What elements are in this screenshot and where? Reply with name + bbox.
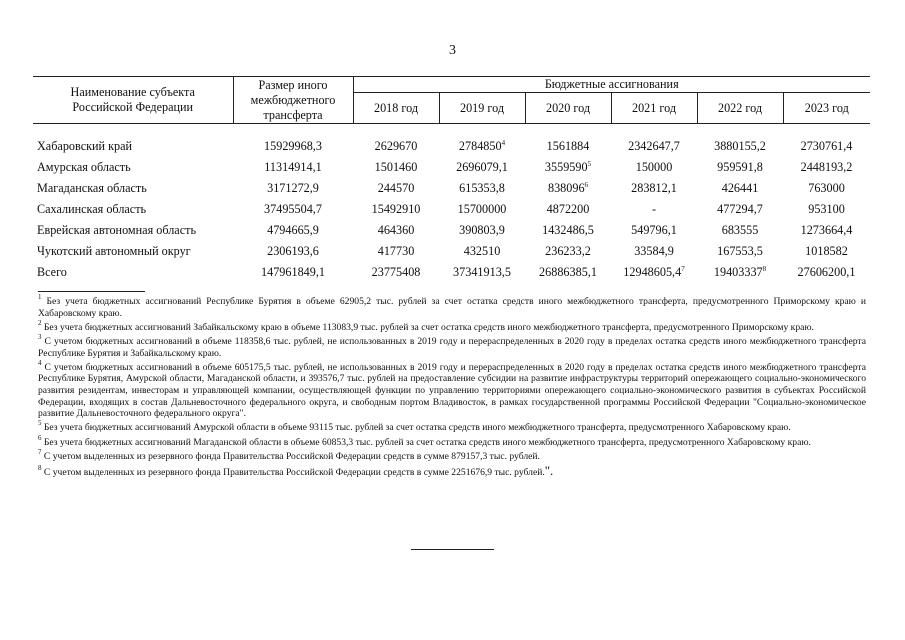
- table-row: [33, 136, 870, 157]
- footnote-text: С учетом выделенных из резервного фонда Правительства Российской Федерации средств в сумме 2251676,9 тыс. рублей.: [41, 466, 545, 478]
- allocation-cell: [353, 241, 439, 262]
- header-subject: Наименование субъекта Российской Федерации: [33, 77, 233, 124]
- allocation-value: 3559590: [544, 160, 588, 174]
- transfer-size-value: 4794665,9: [267, 223, 319, 237]
- table-row: [33, 262, 870, 283]
- allocation-cell: [697, 220, 783, 241]
- allocation-value: 1018582: [805, 244, 848, 258]
- allocation-cell: [611, 136, 697, 157]
- page-number: 3: [449, 43, 456, 58]
- table-body: [33, 124, 870, 284]
- allocation-value: 763000: [808, 181, 845, 195]
- allocation-value: 426441: [721, 181, 759, 195]
- allocation-value: 1432486,5: [542, 223, 594, 237]
- allocation-value: 150000: [635, 160, 673, 174]
- allocation-value: 959591,8: [717, 160, 763, 174]
- allocation-cell: [697, 199, 783, 220]
- page-end-rule: [411, 549, 494, 550]
- footnote: [38, 318, 866, 334]
- allocation-cell: [783, 262, 870, 283]
- footnote-mark: 2: [38, 318, 42, 327]
- allocation-value: 33584,9: [634, 244, 674, 258]
- allocation-cell: [439, 157, 525, 178]
- allocation-value: 167553,5: [717, 244, 763, 258]
- allocation-cell: [611, 241, 697, 262]
- allocation-value: 19403337: [713, 265, 763, 279]
- allocation-cell: [611, 262, 697, 283]
- allocation-cell: [353, 136, 439, 157]
- allocation-value: 2342647,7: [628, 139, 680, 153]
- allocation-cell: [439, 178, 525, 199]
- transfer-size-value: 11314914,1: [264, 160, 322, 174]
- footnote: [38, 447, 866, 463]
- header-year: 2018 год: [353, 93, 439, 124]
- allocation-value: 236233,2: [545, 244, 591, 258]
- allocation-value: 2629670: [374, 139, 418, 153]
- allocation-value: 37341913,5: [453, 265, 511, 279]
- header-year: 2022 год: [697, 93, 783, 124]
- footnote-ref: 8: [762, 265, 767, 273]
- allocation-cell: [611, 220, 697, 241]
- allocation-cell: [439, 241, 525, 262]
- footnote-text: С учетом бюджетных ассигнований в объеме 118358,6 тыс. рублей, не использованных в 2019 году и перераспределенных в 2020 году в пределах остатка средств иного межбюджетного трансферта Республике Бурятия и Забайкальскому краю.: [38, 335, 866, 359]
- allocation-value: 838096: [547, 181, 585, 195]
- allocation-cell: [611, 178, 697, 199]
- footnote: [38, 332, 866, 359]
- footnote-text: Без учета бюджетных ассигнований Забайкальскому краю в объеме 113083,9 тыс. рублей за счет остатка средств иного межбюджетного трансферта, предусмотренного Приморскому краю.: [41, 321, 814, 333]
- allocation-cell: [353, 199, 439, 220]
- footnote-ref: 5: [587, 160, 592, 168]
- allocation-cell: [525, 199, 611, 220]
- allocation-value: 3880155,2: [714, 139, 766, 153]
- footnote-text: С учетом бюджетных ассигнований в объеме 605175,5 тыс. рублей, не использованных в 2019 году и перераспределенных в 2020 году в пределах остатка средств иного межбюджетного трансферта Республике Бурятия, Амурской области, Магаданской области, и 393576,7 тыс. рублей на предоставление субсидии на развитие инфраструктуры территорий опережающего социально-экономического развития резидентам, инвесторам и управляющей компании, осуществляющей функции по управлению территориями опережающего социально-экономического развития в субъектах Российской Федерации, входящих в состав Дальневосточного федерального округа, и свободным портом Владивосток, в рамках государственной программы Российской Федерации "Социально-экономическое развитие Дальневосточного федерального округа".: [38, 361, 866, 420]
- allocation-value: 477294,7: [717, 202, 763, 216]
- allocation-cell: [525, 262, 611, 283]
- budget-table: [33, 76, 870, 283]
- allocation-cell: [439, 199, 525, 220]
- allocation-value: 15492910: [371, 202, 421, 216]
- allocation-value: 26886385,1: [539, 265, 597, 279]
- allocation-cell: [697, 136, 783, 157]
- footnote-mark: 8: [38, 463, 42, 472]
- footnote-mark: 4: [38, 358, 42, 367]
- footnote-ref: 4: [501, 139, 506, 147]
- allocation-cell: [353, 178, 439, 199]
- closing-quote: ".: [544, 462, 554, 478]
- allocation-value: 2448193,2: [800, 160, 853, 174]
- allocation-value: 1501460: [374, 160, 418, 174]
- transfer-size-value: 15929968,3: [264, 139, 322, 153]
- allocation-cell: [525, 157, 611, 178]
- header-year: 2023 год: [783, 93, 870, 124]
- allocation-cell: [783, 136, 870, 157]
- table-row: [33, 220, 870, 241]
- table-row: [33, 178, 870, 199]
- allocation-value: -: [651, 202, 657, 216]
- header-year: 2021 год: [611, 93, 697, 124]
- allocation-cell: [439, 262, 525, 283]
- allocation-cell: [697, 178, 783, 199]
- allocation-value: 390803,9: [459, 223, 505, 237]
- allocation-cell: [353, 157, 439, 178]
- allocation-value: 27606200,1: [797, 265, 856, 279]
- allocation-cell: [353, 220, 439, 241]
- allocation-cell: [611, 157, 697, 178]
- footnote-ref: 6: [584, 181, 589, 189]
- allocation-cell: [439, 136, 525, 157]
- allocation-cell: [783, 220, 870, 241]
- footnote: [38, 293, 866, 319]
- footnote-ref: 7: [681, 265, 685, 273]
- footnote-mark: 5: [38, 419, 42, 428]
- transfer-size-value: 147961849,1: [261, 265, 325, 279]
- table-header-row: [33, 77, 870, 93]
- allocation-value: 283812,1: [631, 181, 677, 195]
- region-name: Чукотский автономный округ: [37, 244, 191, 258]
- allocation-value: 683555: [721, 223, 759, 237]
- region-name: Амурская область: [37, 160, 131, 174]
- footnotes: [38, 293, 866, 481]
- allocation-cell: [525, 241, 611, 262]
- allocation-value: 1561884: [546, 139, 590, 153]
- allocation-value: 1273664,4: [800, 223, 853, 237]
- allocation-cell: [783, 199, 870, 220]
- header-budget-allocations: Бюджетные ассигнования: [353, 77, 870, 93]
- region-name: Сахалинская область: [37, 202, 147, 216]
- allocation-value: 15700000: [457, 202, 507, 216]
- allocation-cell: [697, 241, 783, 262]
- header-year: 2020 год: [525, 93, 611, 124]
- allocation-cell: [783, 178, 870, 199]
- allocation-value: 2696079,1: [456, 160, 508, 174]
- region-name: Еврейская автономная область: [37, 223, 197, 237]
- header-year: 2019 год: [439, 93, 525, 124]
- footnote-mark: 3: [38, 332, 42, 341]
- allocation-value: 4872200: [546, 202, 590, 216]
- allocation-value: 12948605,4: [623, 265, 682, 279]
- allocation-value: 432510: [463, 244, 501, 258]
- region-name: Магаданская область: [37, 181, 147, 195]
- transfer-size-value: 3171272,9: [267, 181, 319, 195]
- allocation-cell: [697, 262, 783, 283]
- allocation-cell: [353, 262, 439, 283]
- allocation-cell: [783, 157, 870, 178]
- table-row: [33, 157, 870, 178]
- table-row: [33, 199, 870, 220]
- allocation-cell: [525, 136, 611, 157]
- footnote-mark: 1: [38, 293, 42, 301]
- footnote-separator: [38, 291, 145, 292]
- allocation-value: 549796,1: [631, 223, 677, 237]
- allocation-value: 244570: [377, 181, 415, 195]
- region-name: Хабаровский край: [37, 139, 133, 153]
- footnote-mark: 7: [38, 447, 42, 456]
- footnote-mark: 6: [38, 433, 42, 442]
- footnote-text: Без учета бюджетных ассигнований Республике Бурятия в объеме 62905,2 тыс. рублей за счет остатка средств иного межбюджетного трансферта, предусмотренного Приморскому краю и Хабаровскому краю.: [38, 296, 866, 319]
- allocation-cell: [525, 178, 611, 199]
- allocation-value: 417730: [377, 244, 415, 258]
- footnote: [38, 419, 866, 434]
- allocation-cell: [439, 220, 525, 241]
- footnote-text: Без учета бюджетных ассигнований Амурской области в объеме 93115 тыс. рублей за счет остатка средств иного межбюджетного трансферта, предусмотренного Хабаровскому краю.: [41, 422, 791, 434]
- allocation-cell: [783, 241, 870, 262]
- allocation-value: 464360: [377, 223, 415, 237]
- allocation-value: 953100: [808, 202, 845, 216]
- allocation-cell: [525, 220, 611, 241]
- allocation-value: 615353,8: [459, 181, 505, 195]
- footnote: [38, 433, 866, 449]
- allocation-value: 23775408: [371, 265, 421, 279]
- region-name: Всего: [37, 265, 67, 279]
- footnote-text: С учетом выделенных из резервного фонда Правительства Российской Федерации средств в сумме 879157,3 тыс. рублей.: [41, 450, 540, 462]
- transfer-size-value: 2306193,6: [267, 244, 319, 258]
- footnote-text: Без учета бюджетных ассигнований Магаданской области в объеме 60853,3 тыс. рублей за счет остатка средств иного межбюджетного трансферта, предусмотренного Хабаровскому краю.: [41, 436, 811, 448]
- allocation-cell: [697, 157, 783, 178]
- footnote: [38, 462, 866, 479]
- table-row: [33, 241, 870, 262]
- allocation-cell: [611, 199, 697, 220]
- footnote: [38, 358, 866, 420]
- allocation-value: 2730761,4: [800, 139, 853, 153]
- header-transfer-size: Размер иного межбюджетного трансферта: [233, 77, 353, 124]
- transfer-size-value: 37495504,7: [264, 202, 322, 216]
- allocation-value: 2784850: [458, 139, 502, 153]
